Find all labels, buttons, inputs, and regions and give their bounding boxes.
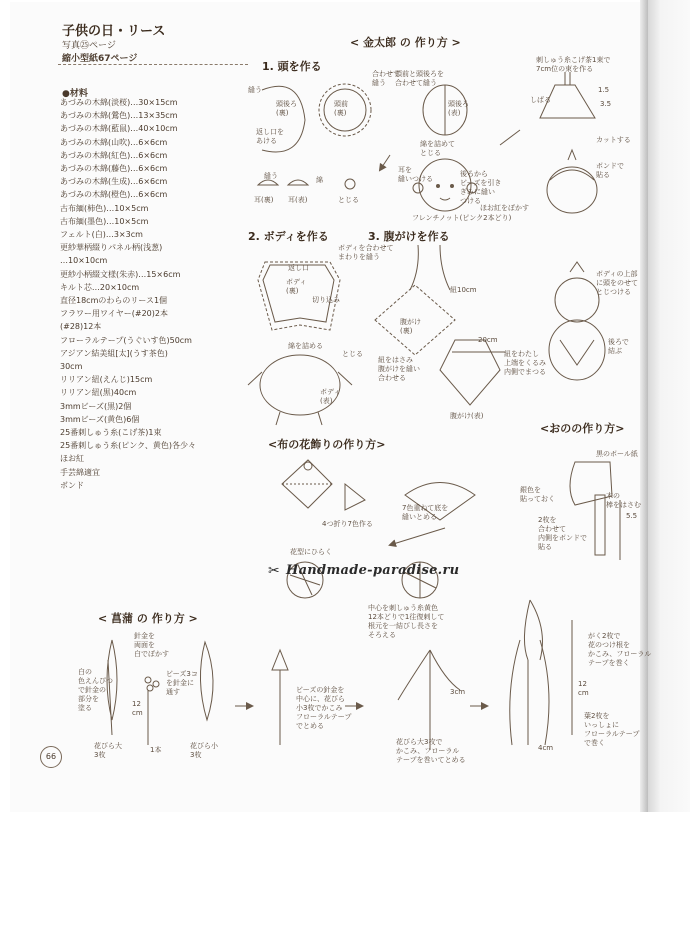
material-item: リリアン紐(黒)40cm [60, 388, 137, 398]
body-stuffed [260, 355, 340, 415]
finished-body [549, 320, 605, 380]
axe-heading: <おのの作り方> [540, 422, 625, 435]
material-item: 手芸綿適宜 [60, 467, 100, 477]
dim-12cm: 12 cm [132, 700, 143, 717]
note-tie-back: 後ろで 結ぶ [608, 338, 629, 355]
petal-small [200, 642, 213, 720]
material-item: フローラルテープ(うぐいす色)50cm [60, 335, 192, 345]
material-item: あづみの木綿(紅色)…6×6cm [60, 150, 168, 160]
scissors-icon: ✂ [268, 563, 280, 579]
note-leaves: 葉2枚を いっしょに フローラルテープ で巻く [584, 712, 640, 747]
note-cut: カットする [596, 136, 631, 144]
note-petal-small: 花びら小 3枚 [190, 742, 218, 759]
note-center-stitch: 中心を刺しゅう糸黄色 12本どりで1往復刺して 根元を一結びし長さを そろえる [368, 604, 445, 639]
material-item: 25番刺しゅう糸(ピンク、黄色)各少々 [60, 441, 196, 451]
note-stuff: 綿を詰める [288, 342, 323, 350]
iris-full [524, 600, 542, 745]
note-stuff-close: 綿を詰めて とじる [420, 140, 455, 157]
note-one-piece: 1本 [150, 746, 162, 754]
note-cotton: 綿 [316, 176, 323, 184]
material-item: アジアン結美組[太](うす茶色) [60, 348, 168, 358]
note-french-knot: フレンチノット(ピンク2本どり) [412, 214, 512, 222]
material-item: (#28)12本 [60, 322, 102, 332]
material-item: 更紗華柄綴りパネル柄(浅葱) [60, 243, 163, 253]
material-item: フェルト(白)…3×3cm [60, 230, 143, 240]
dim-5-5: 5.5 [626, 512, 638, 520]
iris-half [398, 650, 460, 750]
note-head-front: 頭前 (裏) [334, 100, 348, 117]
note-apron-front: 腹がけ(表) [450, 412, 484, 420]
dim-1-5: 1.5 [598, 86, 610, 94]
note-blush: ほお紅をぼかす [480, 204, 529, 212]
axe-handle [595, 495, 605, 555]
note-front-back-sew: 頭前と頭後ろを 合わせて縫う [395, 70, 444, 87]
iris-bud [272, 650, 288, 670]
note-fold-4: 4つ折り7色作る [322, 520, 373, 528]
apron-front [440, 340, 500, 405]
page-title: 子供の日・リース [62, 24, 166, 39]
header-divider [58, 64, 248, 65]
note-ear-front: 耳(表) [288, 196, 308, 204]
note-bead-center: ビーズの針金を 中心に、花びら 小3枚でかこみ フローラルテープ でとめる [296, 686, 352, 730]
material-item: ほお紅 [60, 454, 84, 464]
dim-20cm: 20cm [478, 336, 498, 344]
step2-heading: 2. ボディを作る [248, 230, 329, 243]
note-return-opening-2: 返し口 [288, 264, 309, 272]
note-thread-bundle: 刺しゅう糸こげ茶1束で 7cm位の束を作る [536, 56, 611, 73]
material-item: …10×10cm [60, 256, 108, 266]
material-item: あづみの木綿(藤色)…6×6cm [60, 164, 168, 174]
note-attach-head: ボディの上部 に頭をのせて とじつける [596, 270, 638, 296]
note-wire-white: 針金を 両面を 白でぼかす [134, 632, 169, 658]
note-calyx: がく2枚で 花のつけ根を かこみ、フローラル テープを巻く [588, 632, 652, 667]
note-stack-7: 7色重ねて底を 縫いとめる [402, 504, 449, 521]
note-attach-ears: 耳を 縫いつける [398, 166, 433, 183]
note-apron-back: 腹がけ (裏) [400, 318, 421, 335]
material-item: 古布緬(柿色)…10×5cm [60, 203, 149, 213]
iris-heading: < 菖蒲 の 作り方 > [98, 612, 198, 625]
note-string-wrap: 紐をわたし 上端をくるみ 内側でまつる [504, 350, 546, 376]
note-black-board: 黒のボール紙 [596, 450, 638, 458]
page-number: 66 [40, 746, 62, 768]
note-tie: しばる [530, 96, 551, 104]
photo-reference: 写真㉕ページ [62, 41, 116, 51]
flower-heading: <布の花飾りの作り方> [268, 438, 386, 451]
material-item: あづみの木綿(藍鼠)…40×10cm [60, 124, 178, 134]
note-silver: 銀色を 貼っておく [520, 486, 555, 503]
note-sew: 縫う [248, 86, 262, 94]
note-glue: ボンドで 貼る [596, 162, 624, 179]
finished-head [555, 278, 599, 322]
note-head-back: 頭後ろ (裏) [276, 100, 297, 117]
material-item: あづみの木綿(生成)…6×6cm [60, 177, 168, 187]
material-item: 25番刺しゅう糸(こげ茶)1束 [60, 428, 162, 438]
note-close: とじる [338, 196, 359, 204]
note-open-flower: 花型にひらく [290, 548, 332, 556]
material-item: あづみの木綿(山吹)…6×6cm [60, 137, 168, 147]
materials-list [60, 96, 260, 492]
material-item: 3mmビーズ(黒)2個 [60, 401, 132, 411]
material-item: 直径18cmのわらのリース1個 [60, 296, 168, 306]
material-item: あづみの木綿(橙色)…6×6cm [60, 190, 168, 200]
note-beads-wire: ビーズ3コ を針金に 通す [166, 670, 198, 696]
note-glue-two: 2枚を 合わせて 内側をボンドで 貼る [538, 516, 587, 551]
material-item: あづみの木綿(淡桜)…30×15cm [60, 98, 178, 107]
note-join-sew: 合わせて 縫う [372, 70, 400, 87]
dim-12cm-2: 12 cm [578, 680, 589, 697]
dim-3cm: 3cm [450, 688, 466, 696]
dim-3-5: 3.5 [600, 100, 612, 108]
material-item: キルト芯…20×10cm [60, 282, 140, 292]
pattern-reference: 縮小型紙67ページ [62, 54, 138, 64]
note-body-sew: ボディを合わせて まわりを縫う [338, 244, 394, 261]
note-cut-in: 切り込み [312, 296, 340, 304]
material-item: ボンド [60, 480, 84, 490]
step1-heading: 1. 頭を作る [262, 60, 322, 73]
material-item: フラワー用ワイヤー(#20)2本 [60, 309, 168, 319]
watermark-text: Handmade-paradise.ru [286, 563, 460, 578]
note-string-10cm: 紐10cm [450, 286, 477, 294]
dim-4cm: 4cm [538, 744, 554, 752]
material-item: あづみの木綿(鶯色)…13×35cm [60, 111, 178, 121]
note-ear-back: 耳(裏) [254, 196, 274, 204]
note-sandwich-string: 紐をはさみ 腹がけを縫い 合わせる [378, 356, 420, 382]
note-body-back: ボディ (裏) [286, 278, 307, 295]
head-with-hair [547, 167, 597, 213]
material-item: 3mmビーズ(黄色)6個 [60, 414, 140, 424]
materials-heading: ●材料 [62, 89, 88, 99]
note-beads-back: 後ろから ビーズを引き ぎみに縫い つける [460, 170, 502, 205]
note-head-back-out: 頭後ろ (表) [448, 100, 469, 117]
material-item: リリアン紐(えんじ)15cm [60, 375, 153, 385]
kintaro-heading: < 金太郎 の 作り方 > [350, 36, 461, 49]
material-item: 古布緬(墨色)…10×5cm [60, 216, 149, 226]
note-large-petals: 花びら大3枚で かこみ、フローラル テープを巻いてとめる [396, 738, 466, 764]
step3-heading: 3. 腹がけを作る [368, 230, 450, 243]
note-close-2: とじる [342, 350, 363, 358]
material-item: 更紗小柄綴文様(朱赤)…15×6cm [60, 269, 181, 279]
note-return-opening: 返し口を あける [256, 128, 284, 145]
note-body-front: ボディ (表) [320, 388, 341, 405]
note-wood-stick: 木の 棒をはさむ [606, 492, 641, 509]
note-petal-large: 花びら大 3枚 [94, 742, 122, 759]
note-white-pencil: 白の 色えんぴつ で針金の 部分を 塗る [78, 668, 113, 712]
note-sew-ear: 縫う [264, 172, 278, 180]
material-item: 30cm [60, 362, 83, 372]
